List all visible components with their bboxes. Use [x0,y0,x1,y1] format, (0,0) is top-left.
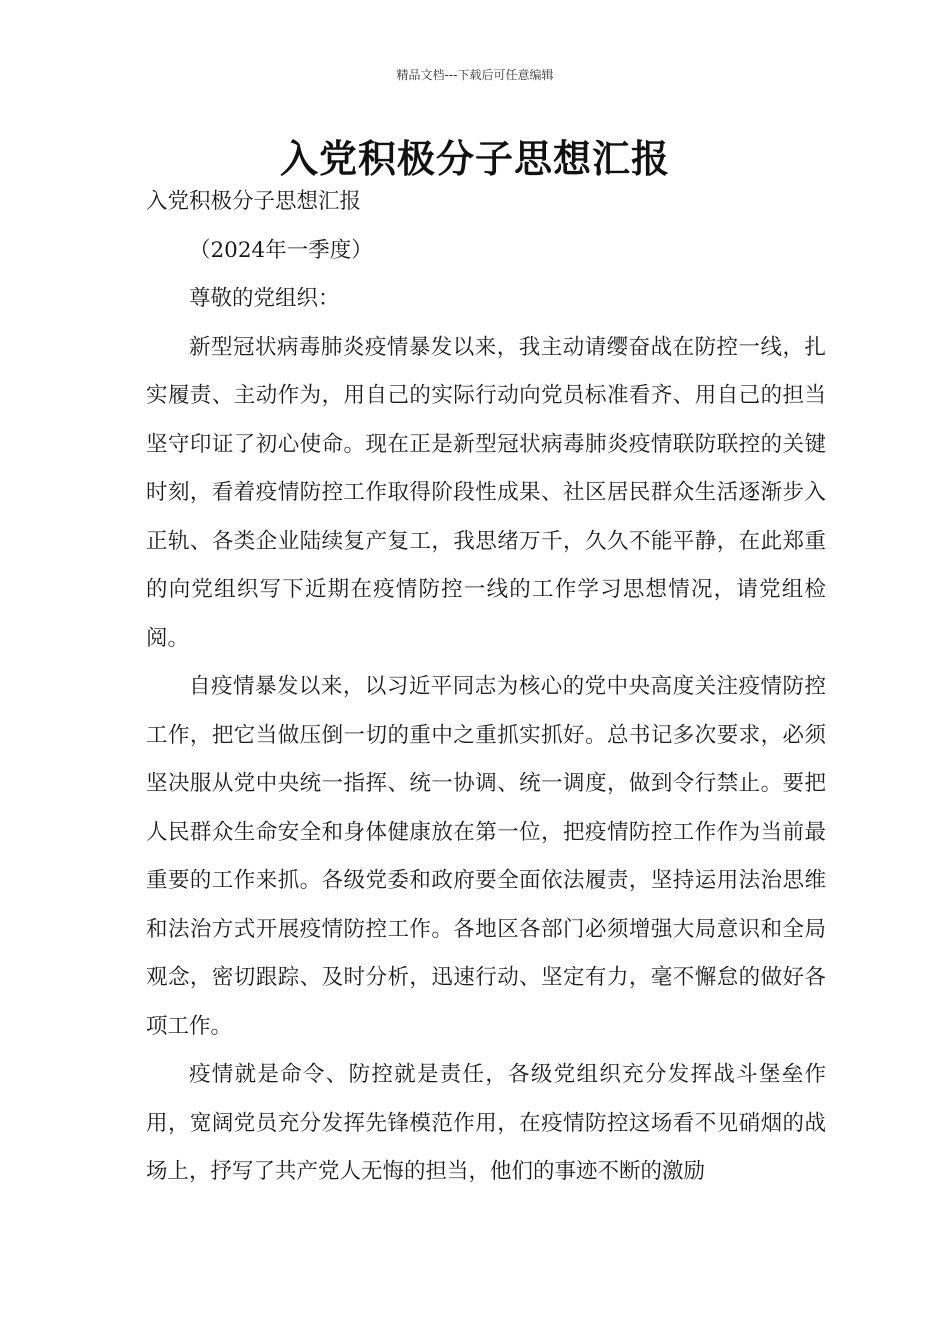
paragraph-2: 自疫情暴发以来，以习近平同志为核心的党中央高度关注疫情防控工作，把它当做压倒一切的重中之重抓实抓好。总书记多次要求，必须坚决服从党中央统一指挥、统一协调、统一调度，做到令行禁止。要把人民群众生命安全和身体健康放在第一位，把疫情防控工作作为当前最重要的工作来抓。各级党委和政府要全面依法履责，坚持运用法治思维和法治方式开展疫情防控工作。各地区各部门必须增强大局意识和全局观念，密切跟踪、及时分析，迅速行动、坚定有力，毫不懈怠的做好各项工作。 [146,674,826,1039]
page-title: 入党积极分子思想汇报 [279,137,670,181]
document-period: （2024年一季度） [189,237,373,263]
paragraph-1: 新型冠状病毒肺炎疫情暴发以来，我主动请缨奋战在防控一线，扎实履责、主动作为，用自己的实际行动向党员标准看齐、用自己的担当坚守印证了初心使命。现在正是新型冠状病毒肺炎疫情联防联控的关键时刻，看着疫情防控工作取得阶段性成果、社区居民群众生活逐渐步入正轨、各类企业陆续复产复工，我思绪万千，久久不能平静，在此郑重的向党组织写下近期在疫情防控一线的工作学习思想情况，请党组检阅。 [146,334,826,651]
document-body [146,178,826,1197]
document-subtitle: 入党积极分子思想汇报 [146,189,362,214]
paragraph-3: 疫情就是命令、防控就是责任，各级党组织充分发挥战斗堡垒作用，宽阔党员充分发挥先锋模范作用，在疫情防控这场看不见硝烟的战场上，抒写了共产党人无悔的担当，他们的事迹不断的激励 [146,1062,826,1184]
salutation: 尊敬的党组织： [189,286,340,311]
header-note: 精品文档---下载后可任意编辑 [396,68,554,82]
